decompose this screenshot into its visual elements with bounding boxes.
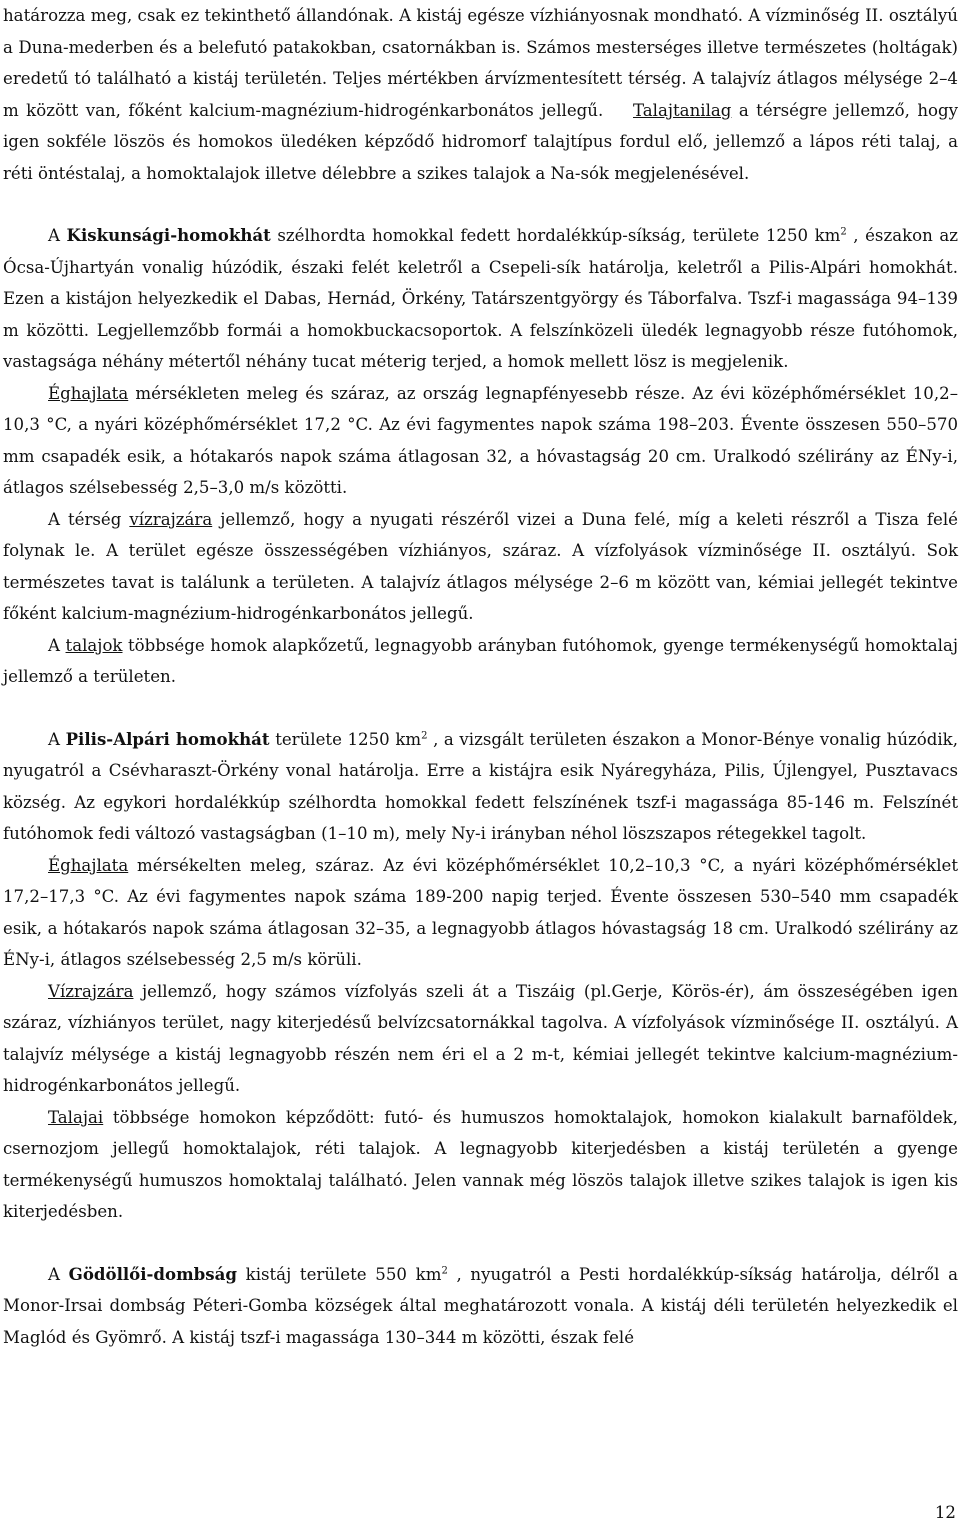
heading-kiskunsag: Kiskunsági-homokhát [66, 225, 271, 245]
paragraph-pilis-water: Vízrajzára jellemző, hogy számos vízfolyás szeli át a Tiszáig (pl.Gerje, Körös-ér), ám összeségében igen száraz, vízhiányos terület, nagy kiterjedésű belvízcsatornákkal tagolva. A vízfolyások vízminősége II. osztályú. A talajvíz mélysége a kistáj legnagyobb részén nem éri el a 2 m-t, kémiai jellegét tekintve kalcium-magnézium-hidrogénkarbonátos jellegű. [3, 981, 958, 1095]
keyword-eghajlata: Éghajlata [48, 383, 129, 403]
paragraph-kiskunsag-intro: A Kiskunsági-homokhát szélhordta homokkal fedett hordalékkúp-síkság, területe 1250 $km^2$ , északon az Ócsa-Újhartyán vonalig húzódik, északi felét keletről a Csepeli-sík határolja, keletről a Pilis-Alpári homokhát. Ezen a kistájon helyezkedik el Dabas, Hernád, Örkény, Tatárszentgyörgy és Táborfalva. Tszf-i magassága 94–139 m közötti. Legjellemzőbb formái a homokbuckacsoportok. A felszínközeli üledék legnagyobb része futóhomok, vastagsága néhány métertől néhány tucat méterig terjed, a homok mellett lösz is megjelenik. [3, 225, 958, 371]
keyword-vizrajzara: vízrajzára [129, 509, 213, 529]
heading-godolloi-dombsag: Gödöllői-dombság [68, 1263, 237, 1284]
keyword-talajok: talajok [65, 635, 123, 655]
keyword-talajtanilag: Talajtanilag [633, 100, 732, 120]
paragraph-pilis-soil: Talajai többsége homokon képződött: futó- és humuszos homoktalajok, homokon kialakult barnaföldek, csernozjom jellegű homoktalajok, réti talajok. A legnagyobb kiterjedésben a kistáj területén a gyenge termékenységű humuszos homoktalaj található. Jelen vannak még löszös talajok illetve szikes talajok is igen kis kiterjedésben. [3, 1107, 958, 1221]
paragraph-intro: határozza meg, csak ez tekinthető állandónak. A kistáj egésze vízhiányosnak mondható. A vízminőség II. osztályú a Duna-mederben és a belefutó patakokban, csatornákban is. Számos mesterséges illetve természetes (holtágak) eredetű tó található a kistáj területén. Teljes mértékben árvízmentesített térség. A talajvíz átlagos mélysége 2–4 m között van, főként kalcium-magnézium-hidrogénkarbonátos jellegű. Talajtanilag a térségre jellemző, hogy igen sokféle löszös és homokos üledéken képződő hidromorf talajtípus fordul elő, jellemző a lápos réti talaj, a réti öntéstalaj, a homoktalajok illetve délebbre a szikes talajok a Na-sók megjelenésével. [3, 6, 958, 183]
paragraph-godollo-intro: A Gödöllői-dombság kistáj területe 550 $km^2$ , nyugatról a Pesti hordalékkúp-síkság határolja, délről a Monor-Irsai dombság Péteri-Gomba községek által meghatározott vonala. A kistáj déli területén helyezkedik el Maglód és Gyömrő. A kistáj tszf-i magassága 130–344 m közötti, észak felé [3, 1263, 958, 1347]
paragraph-kiskunsag-water: A térség vízrajzára jellemző, hogy a nyugati részéről vizei a Duna felé, míg a keleti részről a Tisza felé folynak le. A terület egésze összességében vízhiányos, száraz. A vízfolyások vízminősége II. osztályú. Sok természetes tavat is találunk a területen. A talajvíz átlagos mélysége 2–6 m között van, kémiai jellegét tekintve főként kalcium-magnézium-hidrogénkarbonátos jellegű. [3, 509, 958, 623]
paragraph-kiskunsag-climate: Éghajlata mérsékleten meleg és száraz, az ország legnapfényesebb része. Az évi középhőmérséklet 10,2–10,3 °C, a nyári középhőmérséklet 17,2 °C. Az évi fagymentes napok száma 198–203. Évente összesen 550–570 mm csapadék esik, a hótakarós napok száma átlagosan 32, a hóvastagság 20 cm. Uralkodó szélirány az ÉNy-i, átlagos szélsebesség 2,5–3,0 m/s közötti. [3, 383, 958, 497]
keyword-talajai: Talajai [48, 1107, 104, 1127]
paragraph-pilis-intro: A Pilis-Alpári homokhát területe 1250 $km^2$ , a vizsgált területen északon a Monor-Bénye vonalig húzódik, nyugatról a Csévharaszt-Örkény vonal határolja. Erre a kistájra esik Nyáregyháza, Pilis, Újlengyel, Pusztavacs község. Az egykori hordalékkúp szélhordta homokkal fedett felszínének tszf-i magassága 85-146 m. Felszínét futóhomok fedi változó vastagságban (1–10 m), mely Ny-i irányban néhol löszszapos rétegekkel tagolt. [3, 728, 958, 843]
paragraph-pilis-climate: Éghajlata mérsékelten meleg, száraz. Az évi középhőmérséklet 10,2–10,3 °C, a nyári középhőmérséklet 17,2–17,3 °C. Az évi fagymentes napok száma 189-200 napig terjed. Évente összesen 530–540 mm csapadék esik, a hótakarós napok száma átlagosan 32–35, a legnagyobb átlagos hóvastagság 18 cm. Uralkodó szélirány az ÉNy-i, átlagos szélsebesség 2,5 m/s körüli. [3, 855, 958, 969]
paragraph-kiskunsag-soil: A talajok többsége homok alapkőzetű, legnagyobb arányban futóhomok, gyenge termékenységű homoktalaj jellemző a területen. [3, 635, 959, 686]
page-number: 12 [934, 1503, 956, 1522]
keyword-eghajlata: Éghajlata [48, 855, 129, 875]
keyword-vizrajzara: Vízrajzára [48, 981, 134, 1001]
heading-pilis-alpari: Pilis-Alpári homokhát [65, 728, 270, 749]
document-page [3, 0, 958, 1353]
